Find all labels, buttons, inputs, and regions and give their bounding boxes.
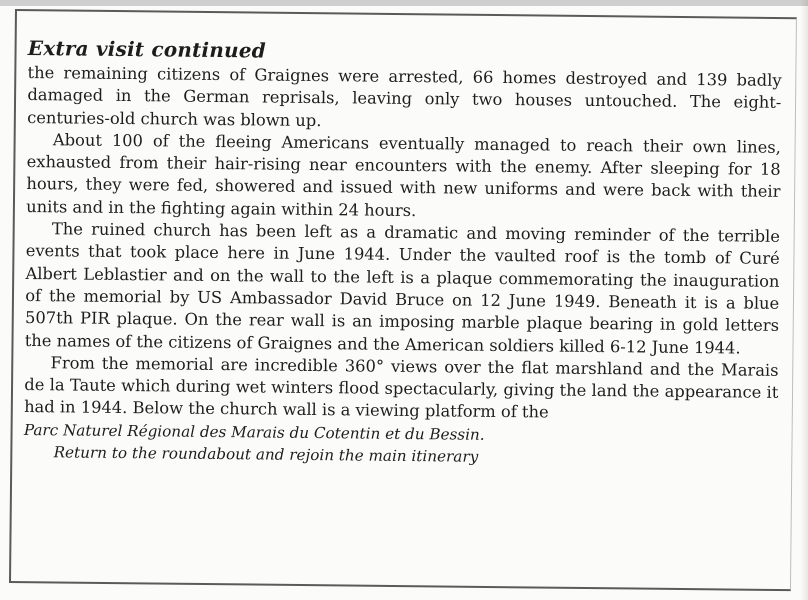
top-edge xyxy=(0,0,808,6)
sidebar-box-content xyxy=(24,36,782,471)
paragraph-2: About 100 of the fleeing Americans eventually managed to reach their own lines, exhausted from their hair-rising near encounters with the enemy. After sleeping for 18 hours, they were fed, showered and issued with new uniforms and were back with their units and in the fighting again within 24 hours. xyxy=(26,130,781,220)
return-note: Return to the roundabout and rejoin the main itinerary xyxy=(53,443,479,466)
right-edge-shadow xyxy=(800,0,808,600)
paragraph-1: the remaining citizens of Graignes were arrested, 66 homes destroyed and 139 badly damaged in the German reprisals, leaving only two houses untouched. The eight-centuries-old church was blown up. xyxy=(27,62,782,130)
paragraph-3: The ruined church has been left as a dramatic and moving reminder of the terrible events that took place here in June 1944. Under the vaulted roof is the tomb of Curé Albert Leblastier and on the wall to the left is a plaque commemorating the inauguration of the memorial by US Ambassador David Bruce on 12 June 1949. Beneath it is a blue 507th PIR plaque. On the rear wall is an imposing marble plaque bearing in gold letters the names of the citizens of Graignes and the American soldiers killed 6-12 June 1944. xyxy=(24,219,781,358)
box-heading: Extra visit continued xyxy=(27,36,267,63)
paragraph-4: From the memorial are incredible 360° views over the flat marshland and the Marais de la Taute which during wet winters flood spectacularly, giving the land the appearance it had in 1944. Below the church wall is a viewing platform of the xyxy=(24,353,779,422)
park-name: Parc Naturel Régional des Marais du Cotentin et du Bessin. xyxy=(23,420,485,444)
